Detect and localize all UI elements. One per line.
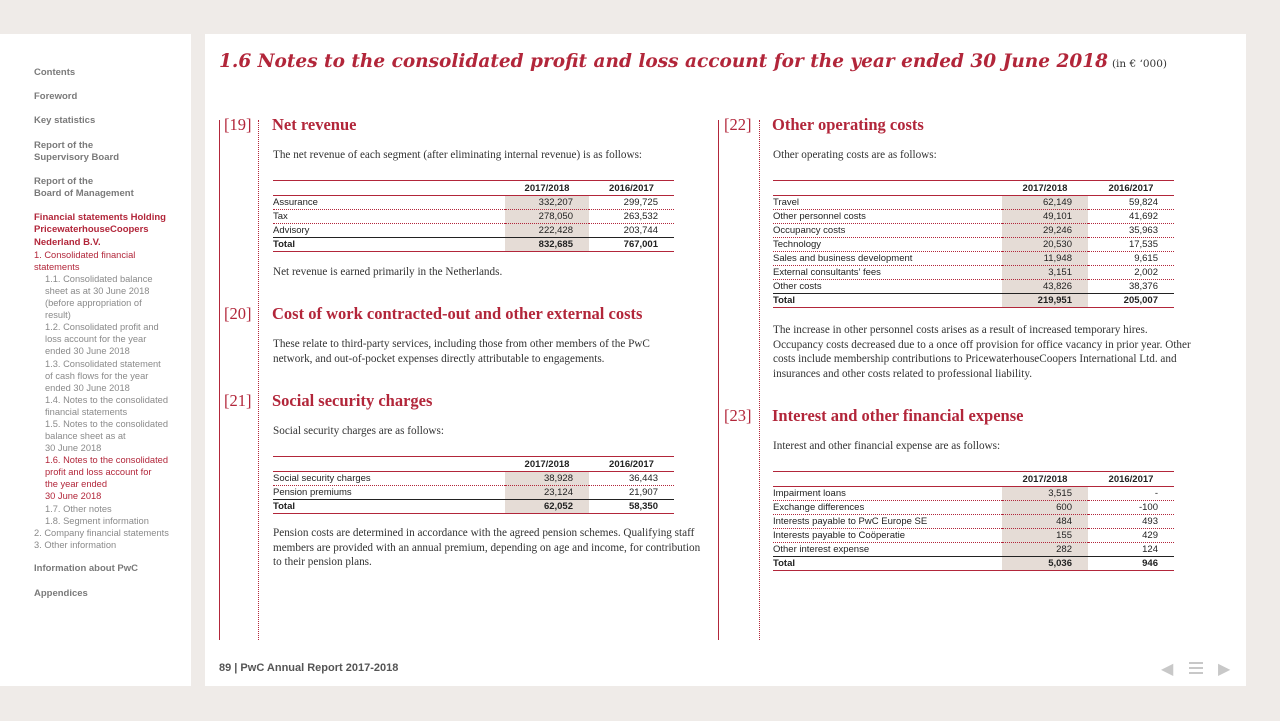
social-security-table bbox=[273, 456, 674, 514]
value-2017-2018: 332,207 bbox=[505, 196, 589, 210]
col-header: 2017/2018 bbox=[505, 181, 589, 196]
table-row bbox=[773, 238, 1174, 252]
table-row bbox=[773, 280, 1174, 294]
value-2017-2018: 62,052 bbox=[505, 500, 589, 514]
section-21-intro: Social security charges are as follows: bbox=[273, 425, 444, 437]
value-2017-2018: 155 bbox=[1002, 529, 1088, 543]
section-23-title: Interest and other financial expense bbox=[772, 406, 1024, 425]
row-label: Social security charges bbox=[273, 472, 505, 486]
value-2017-2018: 38,928 bbox=[505, 472, 589, 486]
row-label: Total bbox=[273, 500, 505, 514]
row-label: Other interest expense bbox=[773, 543, 1002, 557]
row-label: Advisory bbox=[273, 224, 505, 238]
value-2016-2017: 58,350 bbox=[589, 500, 674, 514]
col-header: 2016/2017 bbox=[589, 457, 674, 472]
table-row bbox=[773, 515, 1174, 529]
col-header: 2017/2018 bbox=[505, 457, 589, 472]
row-label: Total bbox=[773, 557, 1002, 571]
next-page-icon[interactable]: ▶ bbox=[1218, 661, 1231, 678]
table-row bbox=[273, 210, 674, 224]
nav-sub-1-1[interactable]: 1.1. Consolidated balance sheet as at 30 June 2018 (before appropriation of result) bbox=[45, 274, 153, 321]
nav-sub-1-7[interactable]: 1.7. Other notes bbox=[45, 504, 112, 514]
value-2017-2018: 222,428 bbox=[505, 224, 589, 238]
section-22-note: The increase in other personnel costs arises as a result of increased temporary hires. Occupancy costs decreased due to a once off provision for office vacancy in prior year. Other costs include membership contributions to PricewaterhouseCoopers International Ltd. and insurances and other costs related to professional liability. bbox=[773, 324, 1191, 380]
table-row bbox=[773, 501, 1174, 515]
menu-icon[interactable] bbox=[1188, 661, 1204, 680]
col-header: 2016/2017 bbox=[1088, 181, 1174, 196]
value-2017-2018: 20,530 bbox=[1002, 238, 1088, 252]
nav-foreword[interactable]: Foreword bbox=[34, 91, 78, 102]
table-row bbox=[773, 543, 1174, 557]
table-row bbox=[773, 529, 1174, 543]
value-2016-2017: 41,692 bbox=[1088, 210, 1174, 224]
table-row bbox=[773, 487, 1174, 501]
value-2016-2017: 36,443 bbox=[589, 472, 674, 486]
section-19-note: Net revenue is earned primarily in the Netherlands. bbox=[273, 266, 503, 278]
value-2016-2017: 205,007 bbox=[1088, 294, 1174, 308]
total-row bbox=[273, 238, 674, 252]
section-20-number: [20] bbox=[224, 304, 252, 323]
value-2017-2018: 484 bbox=[1002, 515, 1088, 529]
value-2016-2017: 429 bbox=[1088, 529, 1174, 543]
table-row bbox=[773, 266, 1174, 280]
value-2017-2018: 11,948 bbox=[1002, 252, 1088, 266]
value-2017-2018: 5,036 bbox=[1002, 557, 1088, 571]
row-label: Assurance bbox=[273, 196, 505, 210]
table-row bbox=[273, 196, 674, 210]
total-row bbox=[773, 294, 1174, 308]
value-2016-2017: 59,824 bbox=[1088, 196, 1174, 210]
nav-appendices[interactable]: Appendices bbox=[34, 588, 88, 599]
value-2017-2018: 23,124 bbox=[505, 486, 589, 500]
nav-sub-company[interactable]: 2. Company financial statements bbox=[34, 528, 169, 538]
nav-sub-1-8[interactable]: 1.8. Segment information bbox=[45, 516, 149, 526]
unit-label: (in € ‘000) bbox=[1111, 58, 1168, 70]
nav-sub-consolidated[interactable]: 1. Consolidated financial statements bbox=[34, 250, 136, 273]
interest-expense-table bbox=[773, 471, 1174, 571]
prev-page-icon[interactable]: ◀ bbox=[1161, 661, 1174, 678]
row-label: Technology bbox=[773, 238, 1002, 252]
report-page bbox=[205, 34, 1246, 686]
value-2017-2018: 3,515 bbox=[1002, 487, 1088, 501]
value-2016-2017: 203,744 bbox=[589, 224, 674, 238]
section-20-text: These relate to third-party services, including those from other members of the PwC network, and out-of-pocket expenses directly attributable to engagements. bbox=[273, 338, 650, 365]
section-22-number: [22] bbox=[724, 115, 752, 134]
value-2017-2018: 600 bbox=[1002, 501, 1088, 515]
value-2016-2017: -100 bbox=[1088, 501, 1174, 515]
table-row bbox=[273, 486, 674, 500]
row-label: External consultants’ fees bbox=[773, 266, 1002, 280]
right-column-rule bbox=[718, 120, 719, 640]
value-2016-2017: 35,963 bbox=[1088, 224, 1174, 238]
row-label: Interests payable to PwC Europe SE bbox=[773, 515, 1002, 529]
value-2017-2018: 219,951 bbox=[1002, 294, 1088, 308]
section-23-intro: Interest and other financial expense are as follows: bbox=[773, 440, 1001, 452]
total-row bbox=[273, 500, 674, 514]
nav-sub-1-3[interactable]: 1.3. Consolidated statement of cash flows for the year ended 30 June 2018 bbox=[45, 359, 161, 394]
row-label: Pension premiums bbox=[273, 486, 505, 500]
left-column-dotted-rule bbox=[258, 120, 259, 640]
value-2016-2017: 493 bbox=[1088, 515, 1174, 529]
section-22-title: Other operating costs bbox=[772, 115, 924, 134]
table-row bbox=[773, 224, 1174, 238]
nav-contents[interactable]: Contents bbox=[34, 67, 76, 78]
value-2017-2018: 43,826 bbox=[1002, 280, 1088, 294]
page-footer: 89 | PwC Annual Report 2017-2018 bbox=[219, 662, 399, 674]
nav-key-statistics[interactable]: Key statistics bbox=[34, 115, 96, 126]
table-row bbox=[773, 210, 1174, 224]
value-2017-2018: 278,050 bbox=[505, 210, 589, 224]
col-header bbox=[273, 457, 505, 472]
sidebar-nav bbox=[0, 34, 191, 686]
col-header: 2017/2018 bbox=[1002, 472, 1088, 487]
row-label: Sales and business development bbox=[773, 252, 1002, 266]
value-2016-2017: - bbox=[1088, 487, 1174, 501]
section-21-number: [21] bbox=[224, 391, 252, 410]
nav-sub-1-4[interactable]: 1.4. Notes to the consolidated financial statements bbox=[45, 395, 169, 418]
value-2016-2017: 124 bbox=[1088, 543, 1174, 557]
row-label: Tax bbox=[273, 210, 505, 224]
row-label: Travel bbox=[773, 196, 1002, 210]
nav-sub-1-6[interactable]: 1.6. Notes to the consolidated profit and loss account for the year ended 30 June 2018 bbox=[45, 455, 169, 502]
page-title bbox=[219, 51, 1167, 72]
value-2016-2017: 767,001 bbox=[589, 238, 674, 252]
value-2017-2018: 62,149 bbox=[1002, 196, 1088, 210]
table-row bbox=[773, 252, 1174, 266]
row-label: Total bbox=[773, 294, 1002, 308]
row-label: Exchange differences bbox=[773, 501, 1002, 515]
nav-financial-statements[interactable]: Financial statements Holding PricewaterhouseCoopers Nederland B.V. bbox=[34, 212, 166, 248]
value-2017-2018: 49,101 bbox=[1002, 210, 1088, 224]
value-2017-2018: 832,685 bbox=[505, 238, 589, 252]
value-2016-2017: 9,615 bbox=[1088, 252, 1174, 266]
section-20-title: Cost of work contracted-out and other external costs bbox=[272, 304, 643, 323]
row-label: Other personnel costs bbox=[773, 210, 1002, 224]
value-2017-2018: 3,151 bbox=[1002, 266, 1088, 280]
section-19-title: Net revenue bbox=[272, 115, 357, 134]
table-row bbox=[773, 196, 1174, 210]
col-header: 2016/2017 bbox=[1088, 472, 1174, 487]
nav-supervisory-board[interactable]: Report of the Supervisory Board bbox=[34, 140, 119, 164]
nav-sub-1-2[interactable]: 1.2. Consolidated profit and loss account for the year ended 30 June 2018 bbox=[45, 322, 159, 357]
nav-sub-other-info[interactable]: 3. Other information bbox=[34, 540, 117, 550]
value-2016-2017: 17,535 bbox=[1088, 238, 1174, 252]
value-2016-2017: 946 bbox=[1088, 557, 1174, 571]
page-title-text: 1.6 Notes to the consolidated profit and loss account for the year ended 30 June 2018 bbox=[219, 51, 1108, 72]
total-row bbox=[773, 557, 1174, 571]
row-label: Occupancy costs bbox=[773, 224, 1002, 238]
value-2016-2017: 299,725 bbox=[589, 196, 674, 210]
menu-lines-icon bbox=[1188, 661, 1204, 675]
right-column-dotted-rule bbox=[759, 120, 760, 640]
col-header: 2016/2017 bbox=[589, 181, 674, 196]
left-column-rule bbox=[219, 120, 220, 640]
col-header bbox=[773, 181, 1002, 196]
row-label: Other costs bbox=[773, 280, 1002, 294]
nav-board-of-management[interactable]: Report of the Board of Management bbox=[34, 176, 134, 200]
nav-sub-1-5[interactable]: 1.5. Notes to the consolidated balance sheet as at 30 June 2018 bbox=[45, 419, 169, 454]
section-19-intro: The net revenue of each segment (after eliminating internal revenue) is as follows: bbox=[273, 149, 643, 161]
col-header bbox=[273, 181, 505, 196]
value-2016-2017: 2,002 bbox=[1088, 266, 1174, 280]
row-label: Interests payable to Coöperatie bbox=[773, 529, 1002, 543]
table-row bbox=[273, 472, 674, 486]
nav-about-pwc[interactable]: Information about PwC bbox=[34, 563, 138, 574]
col-header: 2017/2018 bbox=[1002, 181, 1088, 196]
col-header bbox=[773, 472, 1002, 487]
table-row bbox=[273, 224, 674, 238]
value-2016-2017: 263,532 bbox=[589, 210, 674, 224]
net-revenue-table bbox=[273, 180, 674, 252]
row-label: Impairment loans bbox=[773, 487, 1002, 501]
value-2017-2018: 29,246 bbox=[1002, 224, 1088, 238]
row-label: Total bbox=[273, 238, 505, 252]
section-21-title: Social security charges bbox=[272, 391, 433, 410]
value-2016-2017: 38,376 bbox=[1088, 280, 1174, 294]
section-23-number: [23] bbox=[724, 406, 752, 425]
value-2016-2017: 21,907 bbox=[589, 486, 674, 500]
section-22-intro: Other operating costs are as follows: bbox=[773, 149, 937, 161]
other-operating-costs-table bbox=[773, 180, 1174, 308]
value-2017-2018: 282 bbox=[1002, 543, 1088, 557]
section-21-note: Pension costs are determined in accordance with the agreed pension schemes. Qualifying staff members are provided with an annual premium, depending on age and income, for contribution to their pension plans. bbox=[273, 527, 701, 568]
section-19-number: [19] bbox=[224, 115, 252, 134]
